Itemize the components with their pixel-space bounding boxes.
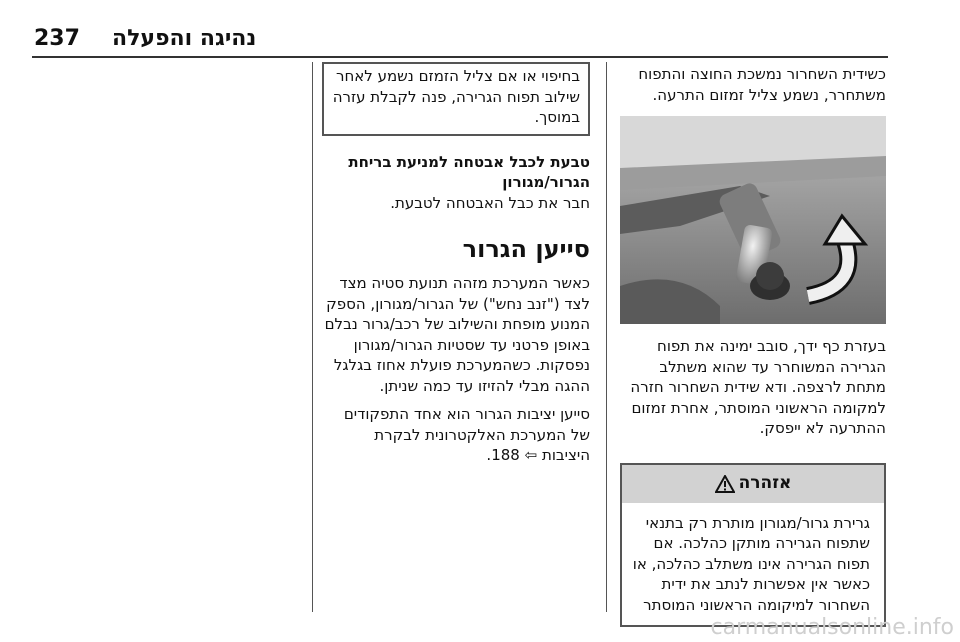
trailer-assist-text: סייען יציבות הגרור הוא אחד התפקודים של המערכת האלקטרונית לבקרת היציבות [343,405,590,464]
trailer-assist-paragraph-1: כאשר המערכת מזהה תנועת סטיה מצד לצד ("זנב נחש") של הגרור/מגורון, הספק המנוע מופחת והשילוב של רכב/גרור נבלם באופן פרטני עד שסטיות הגרור/מגורון נפסקות. כשהמערכת פועלת אחוז בגלגל ההגה מבלי להזיזו עד כמה שניתן. [324,274,590,395]
trailer-assist-paragraph-2: סייען יציבות הגרור הוא אחד התפקודים של המערכת האלקטרונית לבקרת היציבות ⇦ 188. [343,405,590,464]
header-rule [32,56,888,58]
warning-body [622,503,884,616]
trailer-assist-heading: סייען הגרור [462,235,590,263]
column-divider-right [606,62,607,612]
security-ring-heading: טבעת לכבל אבטחה למניעת בריחת הגרור/מגורון [348,152,590,191]
warning-title: אזהרה [738,473,792,494]
column-divider-left [312,62,313,612]
warning-triangle-icon [715,475,735,493]
security-ring-text: חבר את כבל האבטחה לטבעת. [390,193,590,212]
right-column [620,64,886,627]
watermark: carmanualsonline.info [710,615,954,640]
after-photo-paragraph: בעזרת כף ידך, סובב ימינה את תפוח הגרירה המשוחרר עד שהוא משתלב מתחת לרצפה. ודא שידית השחרור חזרה למקומה הראשוני המוסתר, אחרת זמזום ההתרעה לא ייפסק. [630,337,886,437]
intro-paragraph: כשידית השחרור נמשכת החוצה והתפוח משתחרר, נשמע צליל זמזום התרעה. [638,65,886,104]
note-text: בחיפוי או אם צליל הזמזם נשמע לאחר שילוב תפוח הגרירה, פנה לקבלת עזרה במוסך. [332,67,580,126]
page-title: נהיגה והפעלה [112,26,257,51]
note-box [322,62,590,136]
tow-hitch-photo [620,116,886,324]
warning-text: גרירת גרור/מגורון מותרת רק בתנאי שתפוח הגרירה מותקן כהלכה. אם תפוח הגרירה אינו משתלב כהלכה, או כאשר אין אפשרות לנתב את ידית השחרור למיקומה הראשוני המוסתר [632,513,870,614]
warning-box [620,463,886,627]
page-number: 237 [34,26,80,51]
page-reference[interactable]: 188 [491,446,520,464]
warning-header [622,465,884,503]
page-reference-arrow-icon: ⇦ [524,446,538,464]
middle-column [322,62,590,466]
